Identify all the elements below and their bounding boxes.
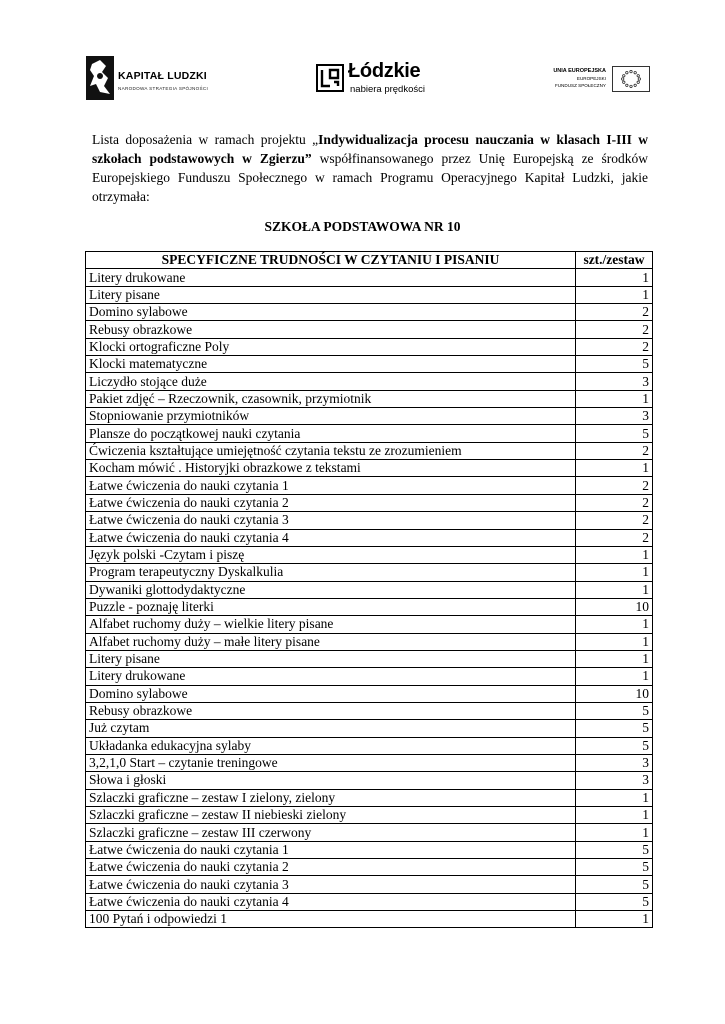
table-row [86, 754, 653, 771]
lodzkie-subtitle: nabiera prędkości [350, 84, 425, 95]
item-name-cell: Litery pisane [86, 650, 576, 667]
item-quantity-cell: 5 [576, 876, 653, 893]
table-row [86, 286, 653, 303]
table-row [86, 772, 653, 789]
item-name-cell: Klocki matematyczne [86, 356, 576, 373]
item-quantity-cell: 2 [576, 321, 653, 338]
table-row [86, 720, 653, 737]
table-row [86, 442, 653, 459]
item-quantity-cell: 1 [576, 650, 653, 667]
item-name-cell: Układanka edukacyjna sylaby [86, 737, 576, 754]
kapital-ludzki-logo [86, 56, 216, 100]
table-row [86, 321, 653, 338]
item-name-cell: Szlaczki graficzne – zestaw III czerwony [86, 824, 576, 841]
table-row [86, 338, 653, 355]
item-name-cell: Dywaniki glottodydaktyczne [86, 581, 576, 598]
item-name-cell: Słowa i głoski [86, 772, 576, 789]
table-row [86, 685, 653, 702]
item-quantity-cell: 1 [576, 633, 653, 650]
item-name-cell: Szlaczki graficzne – zestaw II niebieski zielony [86, 807, 576, 824]
table-row [86, 269, 653, 286]
table-row [86, 893, 653, 910]
item-quantity-cell: 1 [576, 269, 653, 286]
table-row [86, 425, 653, 442]
item-name-cell: Szlaczki graficzne – zestaw I zielony, zielony [86, 789, 576, 806]
item-name-cell: Łatwe ćwiczenia do nauki czytania 1 [86, 477, 576, 494]
table-row [86, 668, 653, 685]
item-name-cell: Litery drukowane [86, 269, 576, 286]
kapital-ludzki-subtitle: NARODOWA STRATEGIA SPÓJNOŚCI [118, 86, 209, 91]
table-row [86, 807, 653, 824]
item-name-cell: Łatwe ćwiczenia do nauki czytania 2 [86, 859, 576, 876]
item-quantity-cell: 5 [576, 720, 653, 737]
item-name-cell: Alfabet ruchomy duży – wielkie litery pisane [86, 616, 576, 633]
item-name-cell: Klocki ortograficzne Poly [86, 338, 576, 355]
item-name-cell: Łatwe ćwiczenia do nauki czytania 4 [86, 529, 576, 546]
item-name-cell: 100 Pytań i odpowiedzi 1 [86, 911, 576, 928]
item-quantity-cell: 5 [576, 702, 653, 719]
intro-text-2: współfinansowanego przez Unię Europejską ze środków Europejskiego Funduszu Społecznego w ramach Programu Operacyjnego Kapitał Ludzki, jakie otrzymała: [92, 151, 648, 204]
item-name-cell: Liczydło stojące duże [86, 373, 576, 390]
item-quantity-cell: 2 [576, 304, 653, 321]
item-name-cell: Łatwe ćwiczenia do nauki czytania 2 [86, 494, 576, 511]
table-row [86, 460, 653, 477]
item-quantity-cell: 2 [576, 477, 653, 494]
school-heading: SZKOŁA PODSTAWOWA NR 10 [264, 219, 461, 234]
table-row [86, 859, 653, 876]
item-name-cell: Pakiet zdjęć – Rzeczownik, czasownik, przymiotnik [86, 390, 576, 407]
lodzkie-title: Łódzkie [348, 60, 421, 82]
item-quantity-cell: 5 [576, 425, 653, 442]
table-row [86, 512, 653, 529]
eu-logo [540, 66, 650, 96]
table-row [86, 356, 653, 373]
item-name-cell: Stopniowanie przymiotników [86, 408, 576, 425]
item-quantity-cell: 10 [576, 685, 653, 702]
item-name-cell: Litery pisane [86, 286, 576, 303]
item-name-cell: Już czytam [86, 720, 576, 737]
item-name-cell: Program terapeutyczny Dyskalkulia [86, 564, 576, 581]
item-quantity-cell: 3 [576, 772, 653, 789]
item-quantity-cell: 3 [576, 754, 653, 771]
table-row [86, 911, 653, 928]
item-quantity-cell: 1 [576, 668, 653, 685]
table-row [86, 650, 653, 667]
eu-flag-icon [612, 66, 650, 92]
item-name-cell: Domino sylabowe [86, 685, 576, 702]
lodzkie-emblem-icon [316, 64, 344, 92]
table-row [86, 494, 653, 511]
item-name-cell: Łatwe ćwiczenia do nauki czytania 3 [86, 876, 576, 893]
item-name-cell: Puzzle - poznaję literki [86, 598, 576, 615]
item-name-cell: Domino sylabowe [86, 304, 576, 321]
item-quantity-cell: 5 [576, 356, 653, 373]
item-quantity-cell: 2 [576, 529, 653, 546]
table-row [86, 390, 653, 407]
intro-paragraph [92, 130, 648, 206]
item-name-cell: Alfabet ruchomy duży – małe litery pisane [86, 633, 576, 650]
table-row [86, 876, 653, 893]
item-quantity-cell: 1 [576, 789, 653, 806]
item-quantity-cell: 2 [576, 442, 653, 459]
intro-text-1: Lista doposażenia w ramach projektu „ [92, 132, 319, 147]
eu-text [553, 68, 606, 89]
table-header-row [86, 252, 653, 269]
table-row [86, 408, 653, 425]
item-quantity-cell: 1 [576, 546, 653, 563]
item-quantity-cell: 5 [576, 841, 653, 858]
item-name-cell: Łatwe ćwiczenia do nauki czytania 1 [86, 841, 576, 858]
item-name-cell: Rebusy obrazkowe [86, 321, 576, 338]
item-quantity-cell: 5 [576, 859, 653, 876]
lodzkie-logo [316, 62, 436, 100]
item-name-cell: Język polski -Czytam i piszę [86, 546, 576, 563]
table-row [86, 564, 653, 581]
item-name-cell: Plansze do początkowej nauki czytania [86, 425, 576, 442]
item-quantity-cell: 1 [576, 807, 653, 824]
column-header-quantity: szt./zestaw [576, 252, 653, 269]
item-name-cell: Ćwiczenia kształtujące umiejętność czytania tekstu ze zrozumieniem [86, 442, 576, 459]
table-row [86, 702, 653, 719]
eu-line-2: EUROPEJSKI [576, 76, 606, 81]
item-quantity-cell: 2 [576, 494, 653, 511]
table-row [86, 529, 653, 546]
item-quantity-cell: 1 [576, 616, 653, 633]
table-body [86, 269, 653, 928]
kapital-ludzki-title: KAPITAŁ LUDZKI [118, 70, 207, 82]
item-quantity-cell: 5 [576, 737, 653, 754]
item-quantity-cell: 1 [576, 581, 653, 598]
table-row [86, 789, 653, 806]
eu-line-1: UNIA EUROPEJSKA [553, 68, 606, 74]
item-quantity-cell: 1 [576, 911, 653, 928]
column-header-item: SPECYFICZNE TRUDNOŚCI W CZYTANIU I PISANIU [86, 252, 576, 269]
eu-line-3: FUNDUSZ SPOŁECZNY [554, 83, 606, 88]
item-name-cell: Kocham mówić . Historyjki obrazkowe z tekstami [86, 460, 576, 477]
table-row [86, 737, 653, 754]
item-name-cell: Rebusy obrazkowe [86, 702, 576, 719]
item-quantity-cell: 1 [576, 824, 653, 841]
item-quantity-cell: 3 [576, 408, 653, 425]
table-row [86, 824, 653, 841]
equipment-table [85, 251, 653, 928]
item-quantity-cell: 2 [576, 338, 653, 355]
intro-project-title: Indywidualizacja procesu nauczania w klasach I-III w szkołach podstawowych w Zgierzu” [92, 132, 648, 166]
table-row [86, 477, 653, 494]
item-quantity-cell: 1 [576, 390, 653, 407]
item-quantity-cell: 1 [576, 460, 653, 477]
table-row [86, 598, 653, 615]
header-logos [0, 48, 725, 108]
item-quantity-cell: 3 [576, 373, 653, 390]
item-quantity-cell: 1 [576, 286, 653, 303]
item-quantity-cell: 10 [576, 598, 653, 615]
item-name-cell: Łatwe ćwiczenia do nauki czytania 4 [86, 893, 576, 910]
table-row [86, 581, 653, 598]
item-quantity-cell: 2 [576, 512, 653, 529]
table-row [86, 616, 653, 633]
item-name-cell: Łatwe ćwiczenia do nauki czytania 3 [86, 512, 576, 529]
table-row [86, 633, 653, 650]
kapital-ludzki-emblem-icon [86, 56, 114, 100]
item-quantity-cell: 5 [576, 893, 653, 910]
table-row [86, 546, 653, 563]
item-name-cell: 3,2,1,0 Start – czytanie treningowe [86, 754, 576, 771]
item-name-cell: Litery drukowane [86, 668, 576, 685]
table-row [86, 841, 653, 858]
table-row [86, 373, 653, 390]
item-quantity-cell: 1 [576, 564, 653, 581]
table-row [86, 304, 653, 321]
